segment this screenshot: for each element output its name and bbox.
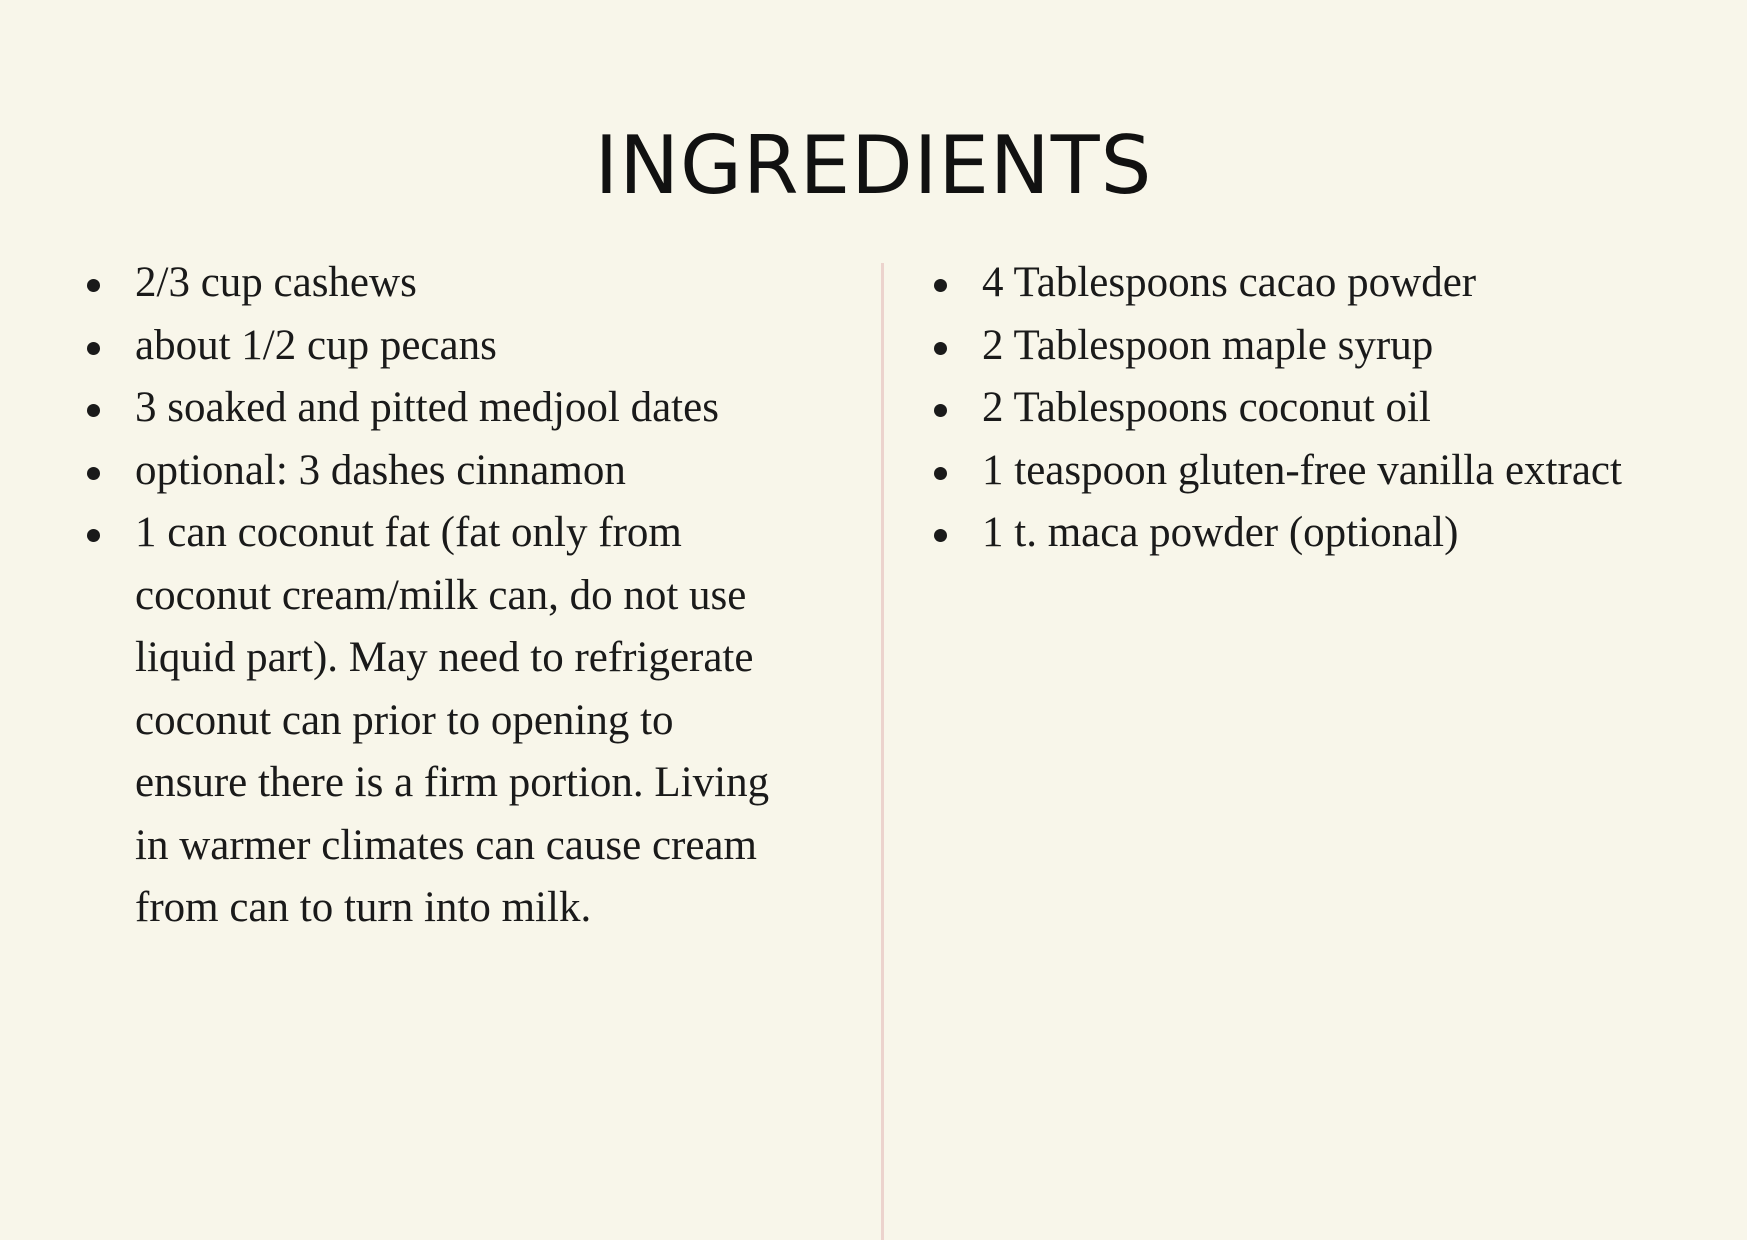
ingredient-text: 2 Tablespoon maple syrup <box>982 321 1434 369</box>
ingredient-text: about 1/2 cup pecans <box>135 321 497 369</box>
list-item <box>135 315 775 378</box>
list-item <box>982 502 1742 565</box>
ingredient-text: 1 teaspoon gluten-free vanilla extract <box>982 446 1622 494</box>
ingredient-text: 2 Tablespoons coconut oil <box>982 384 1431 431</box>
bullet-icon <box>87 342 100 355</box>
bullet-icon <box>87 529 100 542</box>
bullet-icon <box>934 342 947 355</box>
bullet-icon <box>87 279 100 292</box>
column-divider <box>881 263 884 1240</box>
list-item <box>982 252 1742 315</box>
ingredient-list-right <box>982 252 1742 565</box>
bullet-icon <box>934 279 947 292</box>
list-item <box>135 502 775 940</box>
page-title: INGREDIENTS <box>594 119 1153 212</box>
bullet-icon <box>934 467 947 480</box>
ingredient-text: 2/3 cup cashews <box>135 259 417 306</box>
ingredient-text: optional: 3 dashes cinnamon <box>135 446 626 494</box>
bullet-icon <box>87 404 100 417</box>
ingredient-text: 3 soaked and pitted medjool dates <box>135 384 719 431</box>
list-item <box>982 315 1742 378</box>
list-item <box>982 377 1742 440</box>
list-item <box>135 377 775 440</box>
bullet-icon <box>87 467 100 480</box>
ingredient-text: 4 Tablespoons cacao powder <box>982 259 1477 306</box>
ingredient-list-left <box>135 252 775 940</box>
ingredient-text: 1 can coconut fat (fat only from coconut cream/milk can, do not use liquid part). May need to refrigerate coconut can prior to opening to ensure there is a firm portion. Living in warmer climates can cause cream from can to turn into milk. <box>135 509 770 931</box>
list-item <box>135 440 775 503</box>
bullet-icon <box>934 529 947 542</box>
list-item <box>982 440 1742 503</box>
bullet-icon <box>934 404 947 417</box>
ingredient-text: 1 t. maca powder (optional) <box>982 509 1459 556</box>
list-item <box>135 252 775 315</box>
